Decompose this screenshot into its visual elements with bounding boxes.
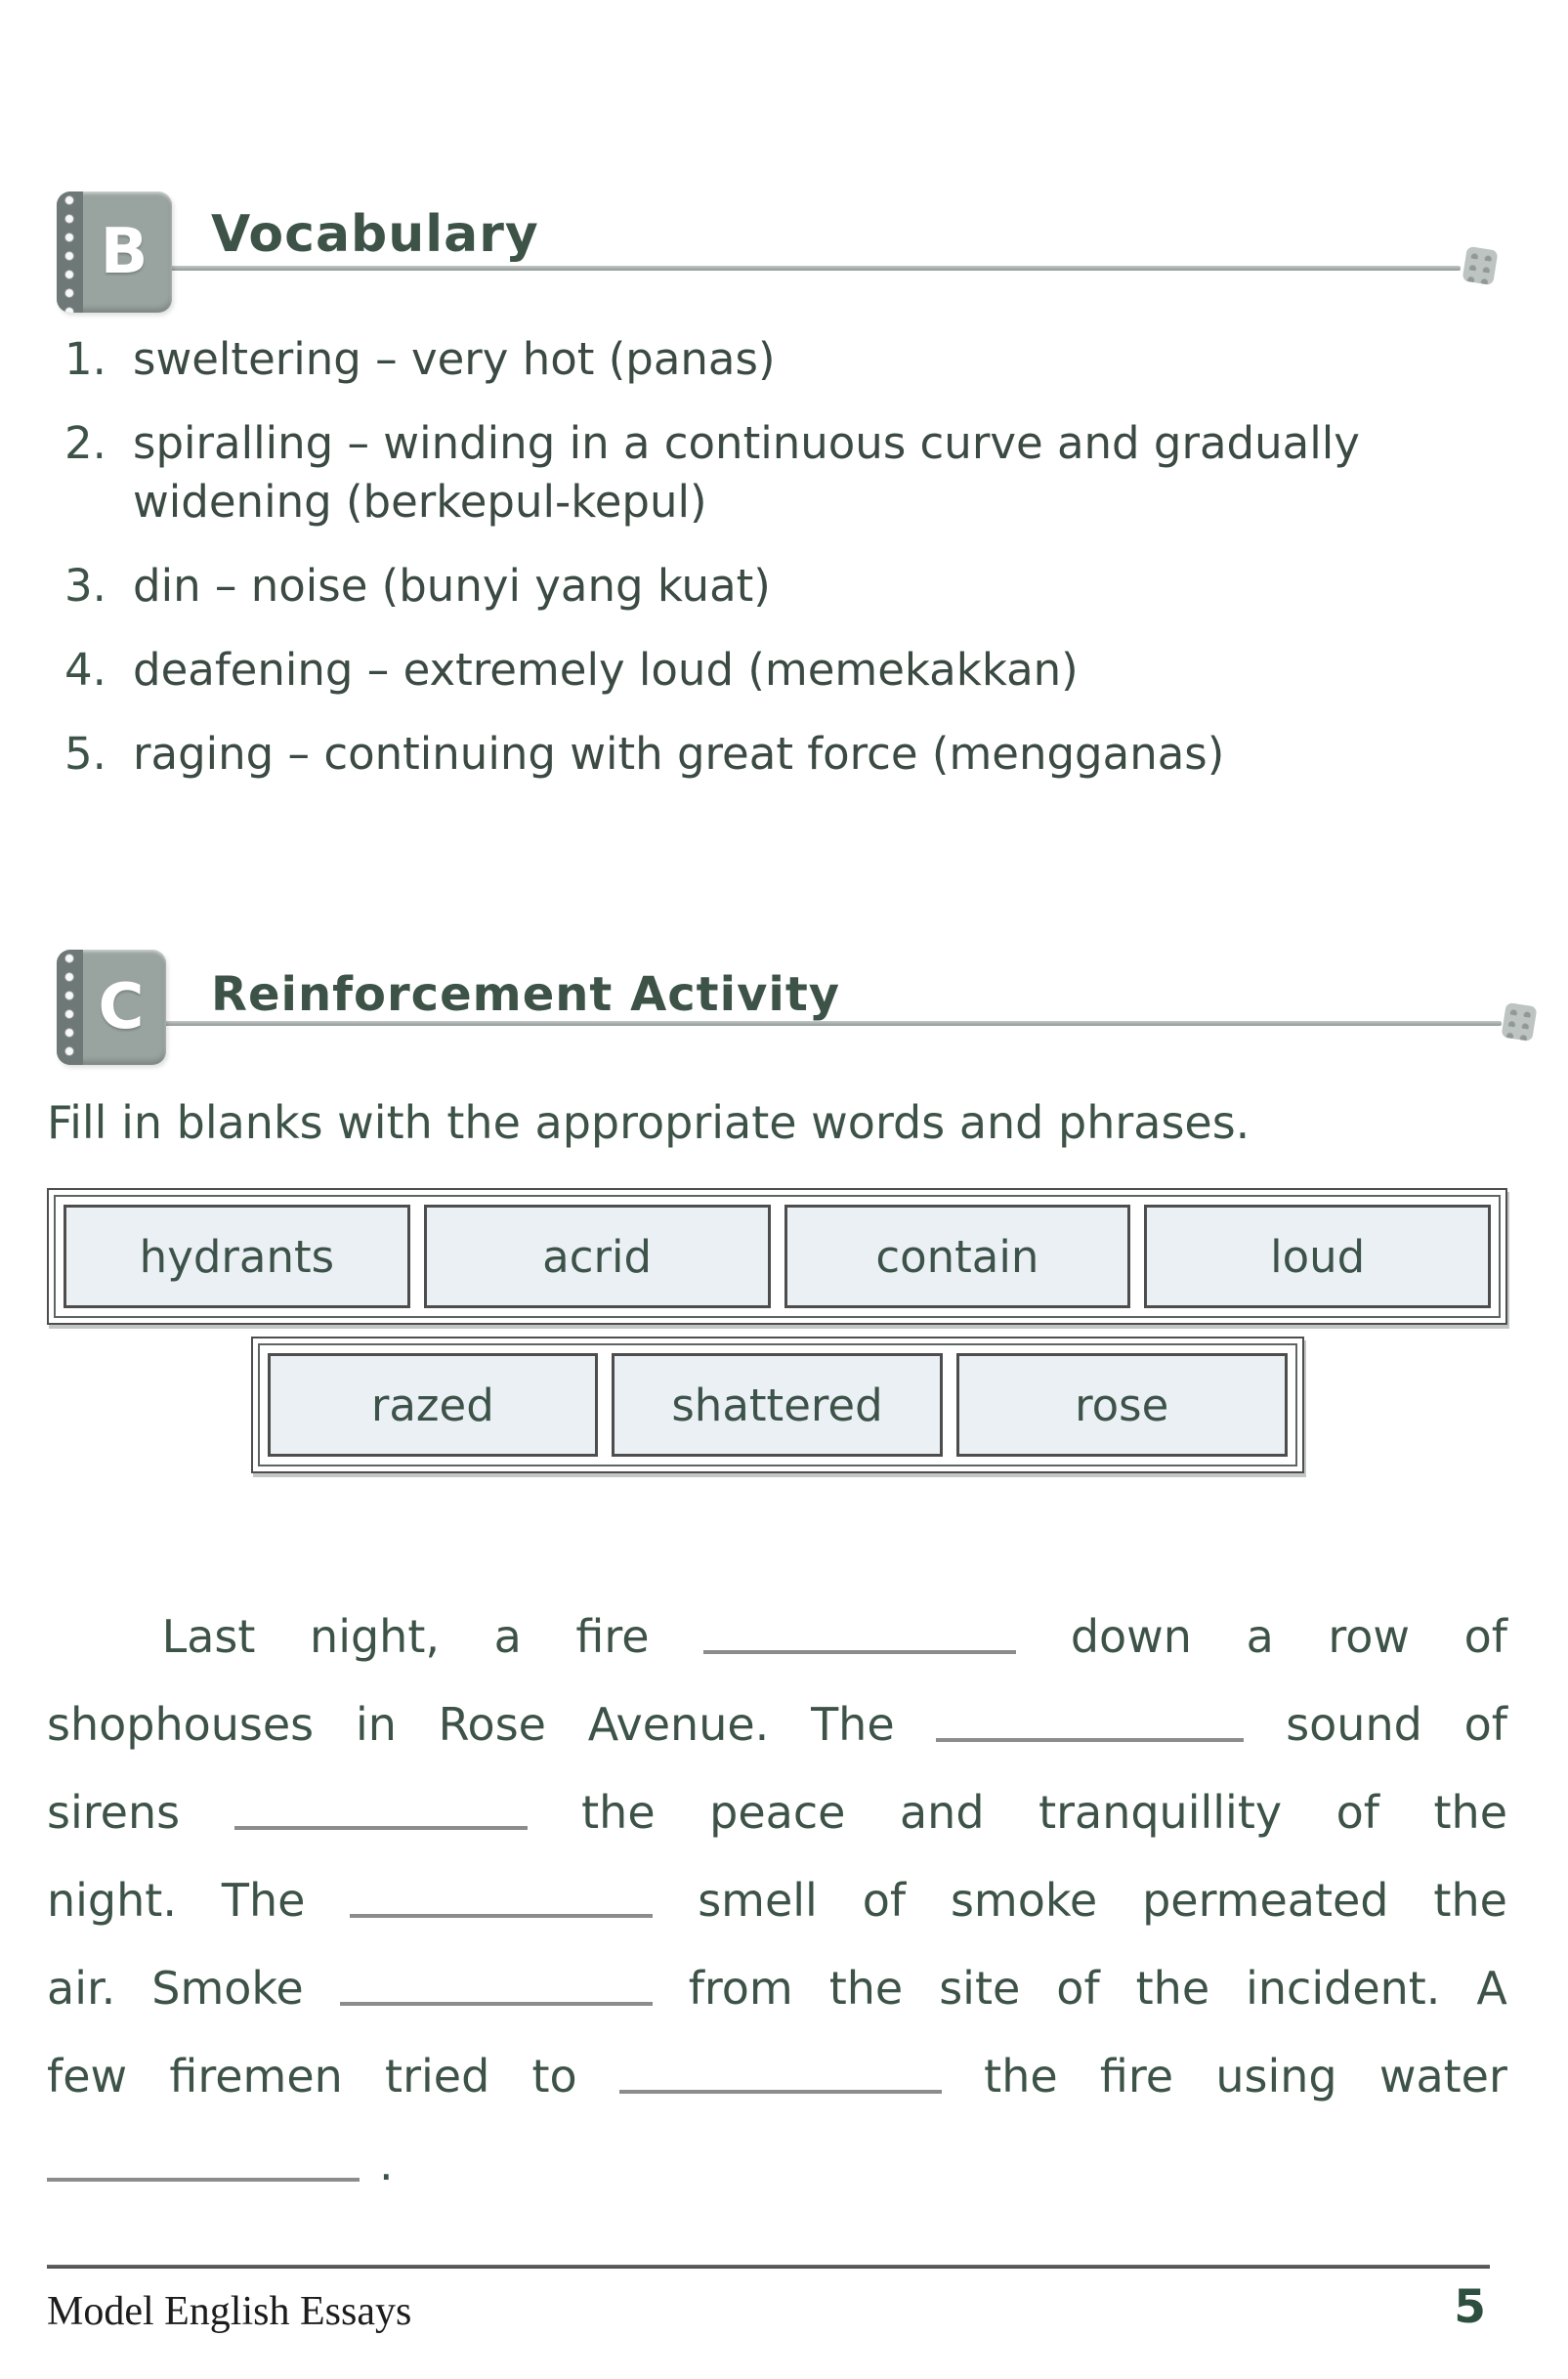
word-bank-word: rose — [956, 1353, 1288, 1457]
passage-word: night. — [47, 1874, 177, 1928]
page-content — [0, 191, 1568, 2190]
word-bank-word: hydrants — [64, 1205, 410, 1308]
passage-word: row — [1328, 1610, 1411, 1664]
passage-line — [47, 2103, 1507, 2190]
passage-word: smoke — [950, 1874, 1098, 1928]
binding-dots-icon — [57, 950, 83, 1065]
passage-word: sirens — [47, 1786, 181, 1840]
passage-word: fire — [575, 1610, 650, 1664]
passage-word: the — [581, 1786, 656, 1840]
passage-word: using — [1215, 2050, 1337, 2103]
page-number: 5 — [1454, 2280, 1486, 2334]
vocabulary-section-title: Vocabulary — [211, 205, 539, 264]
passage-word: of — [1463, 1698, 1507, 1752]
passage-line — [47, 1575, 1507, 1663]
word-bank-row — [268, 1353, 1288, 1457]
passage-word: air. — [47, 1962, 116, 2016]
passage-word: of — [1335, 1786, 1379, 1840]
passage-word: in — [355, 1698, 397, 1752]
word-bank-word: shattered — [612, 1353, 943, 1457]
paper-scrap-icon — [1462, 246, 1498, 286]
word-bank-row — [64, 1205, 1491, 1308]
passage-line — [47, 1927, 1507, 2015]
passage-word: Smoke — [151, 1962, 304, 2016]
vocab-item — [47, 557, 1507, 616]
passage-word: of — [862, 1874, 907, 1928]
fill-in-blank-line — [340, 2002, 653, 2006]
passage-word: from — [688, 1962, 793, 2016]
passage-word: smell — [698, 1874, 818, 1928]
word-bank-inner-border — [54, 1195, 1501, 1318]
passage-word: . — [379, 2138, 394, 2191]
vocabulary-list — [47, 330, 1507, 784]
word-bank-box-row1 — [47, 1188, 1507, 1325]
fill-in-blank-line — [619, 2090, 942, 2094]
section-c-badge — [57, 950, 166, 1065]
passage-word: incident. — [1246, 1962, 1441, 2016]
passage-word: the — [1433, 1786, 1507, 1840]
passage-word: of — [1463, 1610, 1507, 1664]
passage-word: of — [1056, 1962, 1100, 2016]
vocabulary-section-header — [57, 191, 1507, 313]
vocab-item — [47, 725, 1507, 784]
section-b-badge-letter: B — [100, 216, 148, 288]
passage-word: peace — [709, 1786, 846, 1840]
passage-line — [47, 2015, 1507, 2103]
section-divider-rule — [135, 266, 1461, 271]
fill-in-blank-line — [47, 2178, 360, 2182]
vocab-item-text: din – noise (bunyi yang kuat) — [133, 560, 771, 612]
passage-word: few — [47, 2050, 128, 2103]
paper-scrap-icon — [1501, 1002, 1537, 1042]
fill-in-blank-line — [234, 1826, 528, 1830]
vocab-item-text: raging – continuing with great force (mengganas) — [133, 728, 1225, 780]
vocab-item-text: sweltering – very hot (panas) — [133, 333, 776, 385]
book-title: Model English Essays — [47, 2289, 412, 2334]
passage-word: fire — [1099, 2050, 1174, 2103]
passage-word: tried — [385, 2050, 490, 2103]
passage-word: night, — [310, 1610, 440, 1664]
passage-word: to — [531, 2050, 577, 2103]
passage-word: Avenue. — [587, 1698, 770, 1752]
passage-word: water — [1378, 2050, 1507, 2103]
vocab-item-number: 4. — [64, 644, 106, 696]
word-bank-inner-border — [258, 1343, 1297, 1466]
passage-line — [47, 1839, 1507, 1927]
passage-word: Rose — [438, 1698, 546, 1752]
passage-word: and — [899, 1786, 985, 1840]
vocab-item — [47, 641, 1507, 700]
activity-section-header — [57, 950, 1507, 1067]
activity-instruction: Fill in blanks with the appropriate words and phrases. — [47, 1096, 1250, 1149]
binding-dots-icon — [57, 191, 83, 313]
passage-word: The — [221, 1874, 306, 1928]
passage-word: site — [939, 1962, 1021, 2016]
passage-word: Last — [161, 1610, 256, 1664]
word-bank-word: razed — [268, 1353, 599, 1457]
passage-word: firemen — [169, 2050, 343, 2103]
passage-word: down — [1070, 1610, 1192, 1664]
word-bank-word: acrid — [424, 1205, 771, 1308]
passage-word: The — [811, 1698, 895, 1752]
passage-word: tranquillity — [1038, 1786, 1283, 1840]
word-bank-box-row2 — [251, 1337, 1304, 1473]
passage-line — [47, 1751, 1507, 1839]
vocab-item — [47, 414, 1507, 531]
passage-word: A — [1476, 1962, 1507, 2016]
vocab-item-text: deafening – extremely loud (memekakkan) — [133, 644, 1079, 696]
footer-row — [47, 2280, 1507, 2335]
section-c-badge-letter: C — [98, 971, 145, 1043]
fill-in-passage — [47, 1575, 1507, 2190]
vocab-item-number: 2. — [64, 417, 106, 469]
passage-word: sound — [1286, 1698, 1422, 1752]
fill-in-blank-line — [350, 1914, 653, 1918]
passage-word: the — [828, 1962, 904, 2016]
passage-word: the — [1135, 1962, 1210, 2016]
vocab-item — [47, 330, 1507, 389]
fill-in-blank-line — [936, 1738, 1244, 1742]
fill-in-blank-line — [703, 1650, 1016, 1654]
page-footer — [47, 2265, 1507, 2335]
vocab-item-number: 3. — [64, 560, 106, 612]
passage-word: shophouses — [47, 1698, 315, 1752]
vocab-item-text: spiralling – winding in a continuous curve and gradually widening (berkepul-kepul) — [133, 417, 1360, 528]
word-bank-word: contain — [784, 1205, 1131, 1308]
passage-line — [47, 1663, 1507, 1751]
activity-section-title: Reinforcement Activity — [211, 967, 841, 1022]
passage-word: a — [493, 1610, 522, 1664]
section-b-badge — [57, 191, 172, 313]
vocab-item-number: 5. — [64, 728, 106, 780]
passage-word: a — [1246, 1610, 1274, 1664]
word-bank-word: loud — [1144, 1205, 1491, 1308]
vocab-item-number: 1. — [64, 333, 106, 385]
passage-word: the — [984, 2050, 1058, 2103]
passage-word: permeated — [1142, 1874, 1389, 1928]
footer-rule — [47, 2265, 1490, 2269]
passage-word: the — [1433, 1874, 1507, 1928]
